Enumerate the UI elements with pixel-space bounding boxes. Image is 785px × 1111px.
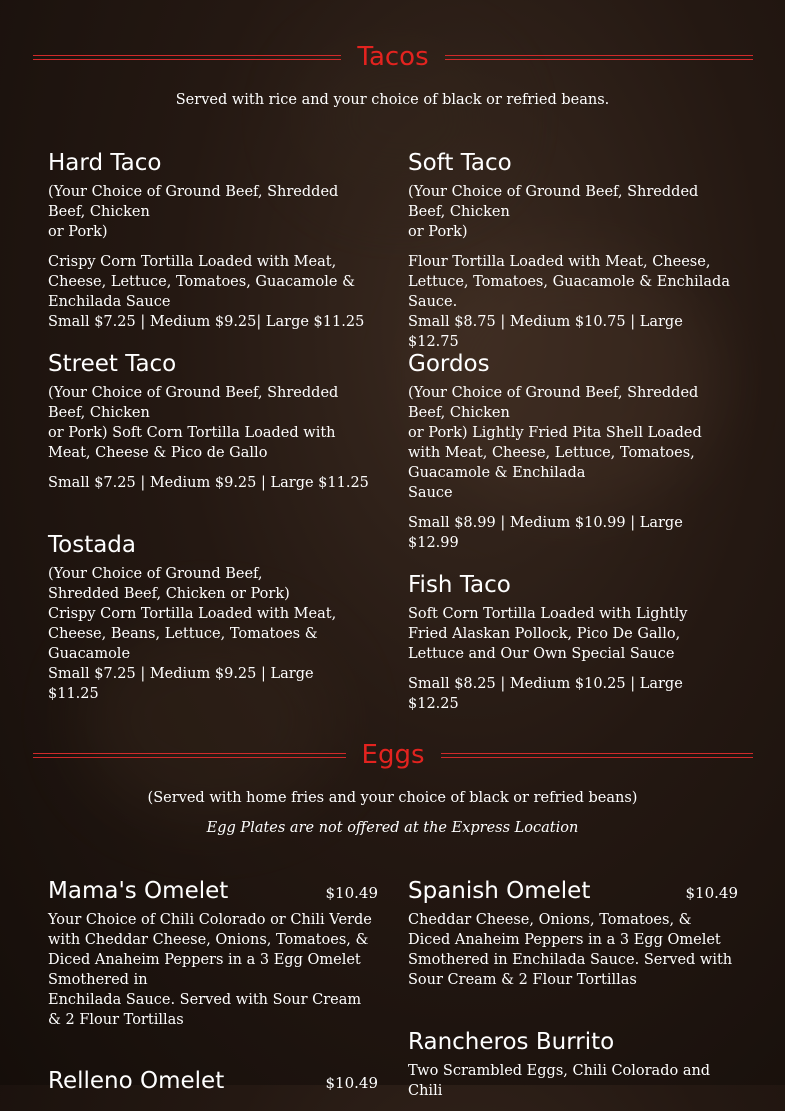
menu-item-relleno-omelet [48, 1066, 378, 1100]
item-price: $10.49 [325, 884, 378, 902]
item-description: Cheddar Cheese, Onions, Tomatoes, & Diced Anaheim Peppers in a 3 Egg Omelet Smothered in Enchilada Sauce. Served with Sour Cream & 2 Flour Tortillas [408, 912, 733, 988]
item-name: Spanish Omelet [408, 878, 591, 904]
menu-item-rancheros-burrito [408, 1027, 738, 1111]
eggs-express-note: Egg Plates are not offered at the Express Location [206, 820, 579, 836]
item-name: Gordos [408, 351, 490, 377]
item-prices: Small $7.25 | Medium $9.25| Large $11.25 [48, 314, 365, 330]
menu-item-soft-taco [408, 148, 738, 362]
eggs-section-title: Eggs [361, 740, 425, 770]
item-name: Fish Taco [408, 572, 511, 598]
item-choice: (Your Choice of Ground Beef, Shredded Beef, Chicken or Pork) [48, 184, 339, 240]
divider [33, 753, 346, 758]
item-name: Street Taco [48, 351, 177, 377]
divider [441, 753, 754, 758]
menu-item-hard-taco [48, 148, 378, 342]
item-name: Hard Taco [48, 150, 162, 176]
menu-item-mamas-omelet [48, 876, 378, 1040]
eggs-section-header [33, 735, 753, 775]
item-description: Your Choice of Chili Colorado or Chili Verde with Cheddar Cheese, Onions, Tomatoes, & Diced Anaheim Peppers in a 3 Egg Omelet Smothered in Enchilada Sauce. Served with Sour Cream & 2 Flour Tortillas [48, 912, 372, 1028]
divider [445, 55, 753, 60]
item-description: Soft Corn Tortilla Loaded with Lightly Fried Alaskan Pollock, Pico De Gallo, Lettuce and Our Own Special Sauce [408, 606, 688, 662]
item-prices: Small $8.75 | Medium $10.75 | Large $12.75 [408, 314, 683, 350]
menu-item-spanish-omelet [408, 876, 738, 1000]
tacos-section-title: Tacos [357, 42, 429, 72]
item-name: Rancheros Burrito [408, 1029, 615, 1055]
item-description: (Your Choice of Ground Beef, Shredded Beef, Chicken or Pork) Lightly Fried Pita Shell Loaded with Meat, Cheese, Lettuce, Tomatoes, Guacamole & Enchilada Sauce [408, 385, 702, 501]
item-name: Tostada [48, 532, 137, 558]
item-description: Flour Tortilla Loaded with Meat, Cheese, Lettuce, Tomatoes, Guacamole & Enchilada Sauce. [408, 254, 730, 310]
menu-item-tostada [48, 530, 338, 714]
eggs-subtitle: (Served with home fries and your choice of black or refried beans) [147, 790, 638, 806]
item-description: (Your Choice of Ground Beef, Shredded Beef, Chicken or Pork) Soft Corn Tortilla Loaded with Meat, Cheese & Pico de Gallo [48, 385, 339, 461]
item-prices: Small $7.25 | Medium $9.25 | Large $11.25 [48, 666, 314, 702]
item-name: Mama's Omelet [48, 878, 229, 904]
item-prices: Small $7.25 | Medium $9.25 | Large $11.25 [48, 475, 369, 491]
item-name: Relleno Omelet [48, 1068, 225, 1094]
tacos-subtitle: Served with rice and your choice of black or refried beans. [175, 92, 610, 108]
item-prices: Small $8.25 | Medium $10.25 | Large $12.25 [408, 676, 683, 712]
menu-item-gordos [408, 349, 738, 563]
menu-item-fish-taco [408, 570, 728, 724]
divider [33, 55, 341, 60]
menu-item-street-taco [48, 349, 378, 503]
item-prices: Small $8.99 | Medium $10.99 | Large $12.99 [408, 515, 683, 551]
item-description: (Your Choice of Ground Beef, Shredded Beef, Chicken or Pork) Crispy Corn Tortilla Loaded with Meat, Cheese, Beans, Lettuce, Tomatoes & Guacamole [48, 566, 337, 662]
item-choice: (Your Choice of Ground Beef, Shredded Beef, Chicken or Pork) [408, 184, 699, 240]
item-description: Crispy Corn Tortilla Loaded with Meat, Cheese, Lettuce, Tomatoes, Guacamole & Enchilada Sauce [48, 254, 355, 310]
item-price: $10.49 [325, 1074, 378, 1092]
item-price: $10.49 [685, 884, 738, 902]
item-name: Soft Taco [408, 150, 512, 176]
item-description: Two Scrambled Eggs, Chili Colorado and Chili [408, 1063, 711, 1099]
tacos-section-header [33, 37, 753, 77]
